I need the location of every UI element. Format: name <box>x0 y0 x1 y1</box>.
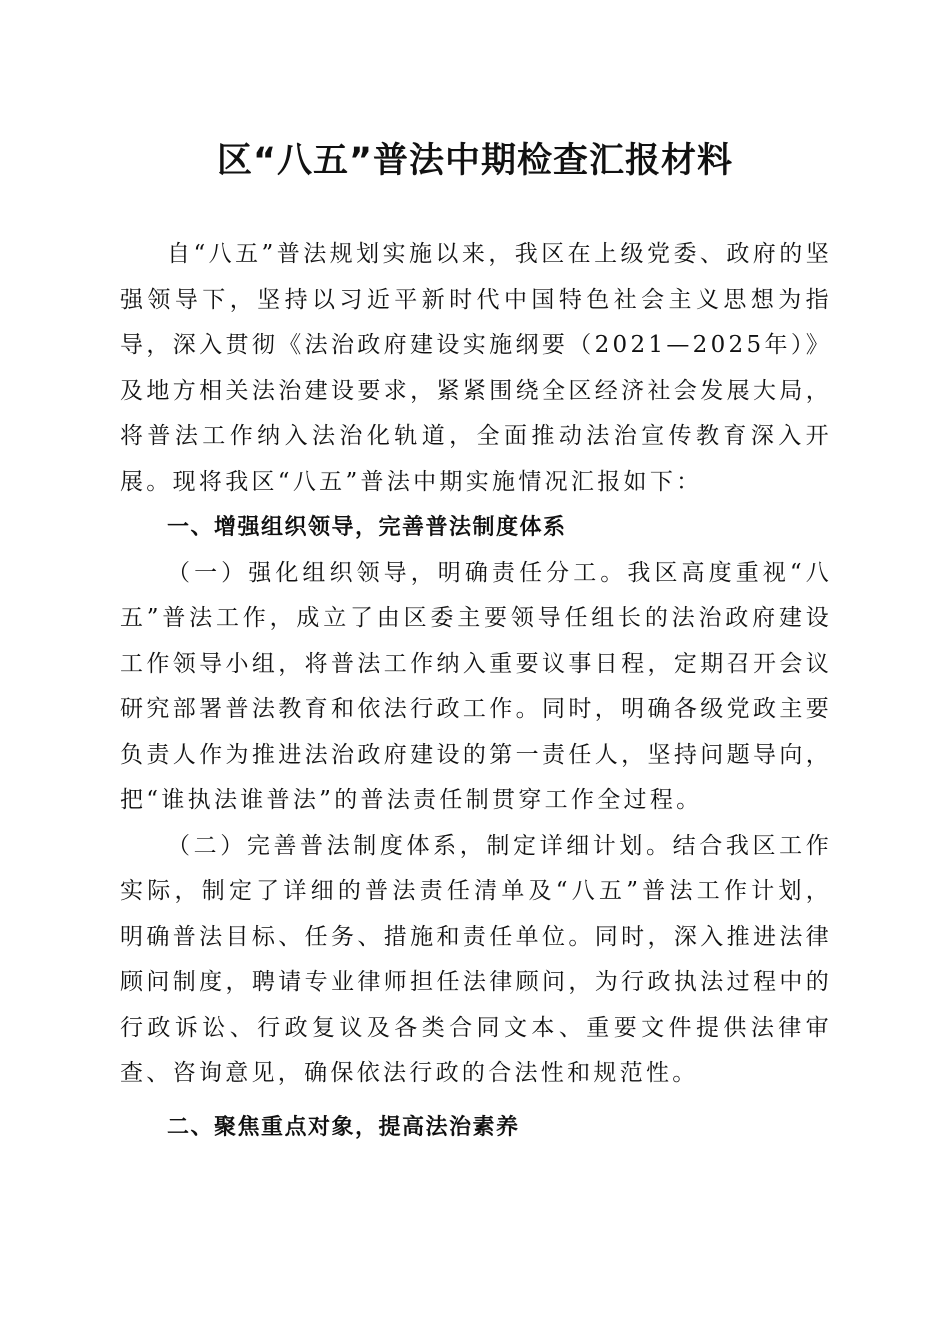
section-1-paragraph-1: （一）强化组织领导，明确责任分工。我区高度重视“八五”普法工作，成立了由区委主要领导任组长的法治政府建设工作领导小组，将普法工作纳入重要议事日程，定期召开会议研究部署普法教育和依法行政工作。同时，明确各级党政主要负责人作为推进法治政府建设的第一责任人，坚持问题导向，把“谁执法谁普法”的普法责任制贯穿工作全过程。 <box>120 559 832 813</box>
document-body <box>120 232 832 1150</box>
section-1-heading: 一、增强组织领导，完善普法制度体系 <box>167 515 567 540</box>
intro-paragraph: 自“八五”普法规划实施以来，我区在上级党委、政府的坚强领导下，坚持以习近平新时代中国特色社会主义思想为指导，深入贯彻《法治政府建设实施纲要（2021—2025年）》及地方相关法治建设要求，紧紧围绕全区经济社会发展大局，将普法工作纳入法治化轨道，全面推动法治宣传教育深入开展。现将我区“八五”普法中期实施情况汇报如下： <box>120 241 832 495</box>
section-2-heading: 二、聚焦重点对象，提高法治素养 <box>167 1114 520 1140</box>
document-title: 区“八五”普法中期检查汇报材料 <box>216 141 733 181</box>
section-1-paragraph-2: （二）完善普法制度体系，制定详细计划。结合我区工作实际，制定了详细的普法责任清单及“八五”普法工作计划，明确普法目标、任务、措施和责任单位。同时，深入推进法律顾问制度，聘请专业律师担任法律顾问，为行政执法过程中的行政诉讼、行政复议及各类合同文本、重要文件提供法律审查、咨询意见，确保依法行政的合法性和规范性。 <box>120 832 832 1086</box>
